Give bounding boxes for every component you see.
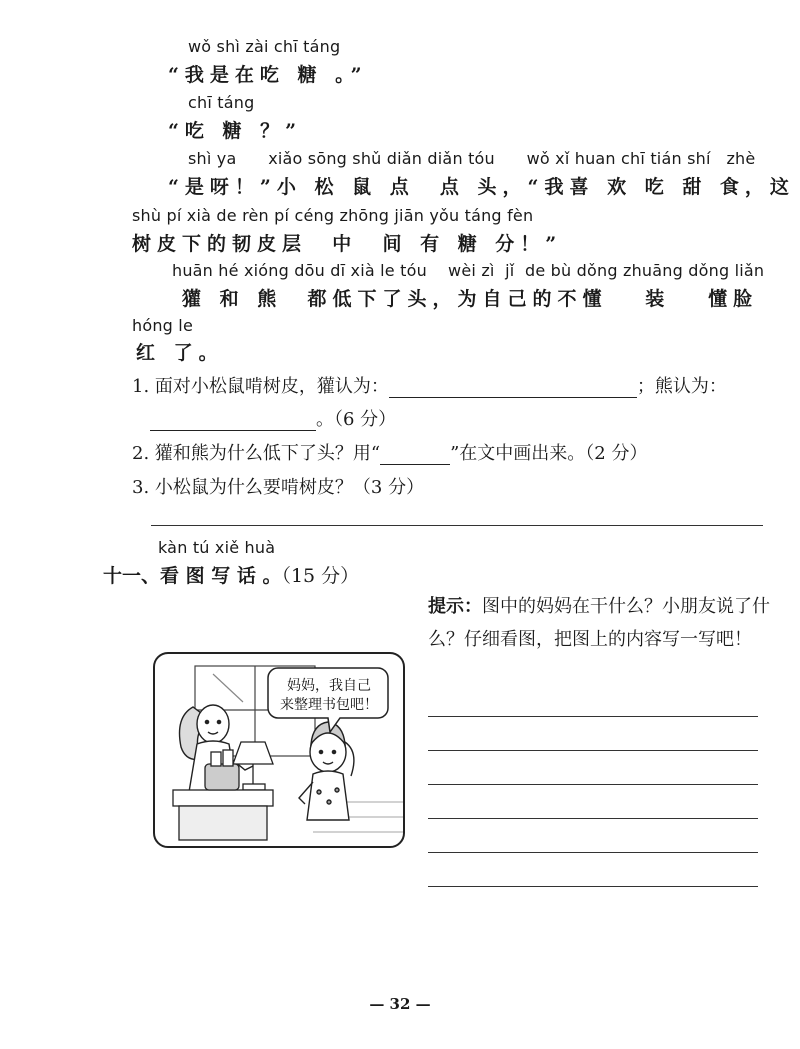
writing-line-2[interactable] — [428, 750, 758, 751]
hint-text: 图中的妈妈在干什么？小朋友说了什么？仔细看图，把图上的内容写一写吧！ — [428, 596, 770, 650]
question-2 — [132, 439, 647, 465]
hint-label: 提示： — [428, 596, 482, 617]
bubble-text-1: 妈妈，我自己 — [287, 678, 371, 694]
answer-line-q3[interactable] — [151, 525, 763, 526]
table — [173, 790, 273, 840]
writing-line-6[interactable] — [428, 886, 758, 887]
pinyin-line-2: chī táng — [188, 93, 255, 112]
question-1 — [132, 372, 727, 398]
text-line-4: 树皮下的韧皮层 中 间 有 糖 分！” — [132, 233, 563, 255]
text-line-1: “我是在吃 糖 。” — [168, 64, 368, 86]
hint-box — [428, 590, 773, 656]
writing-line-4[interactable] — [428, 818, 758, 819]
answer-blank-bear[interactable] — [150, 412, 316, 431]
answer-blank-badger[interactable] — [389, 379, 637, 398]
writing-line-3[interactable] — [428, 784, 758, 785]
pinyin-line-3: shì ya xiǎo sōng shǔ diǎn diǎn tóu wǒ xǐ huan chī tián shí zhè — [188, 149, 756, 168]
question-1-continued — [150, 405, 396, 431]
text-line-2: “吃 糖 ？” — [168, 120, 303, 142]
underline-sample — [380, 446, 450, 465]
pinyin-line-6: hóng le — [132, 316, 194, 335]
section-11-heading — [103, 561, 359, 588]
section-11-score: （15 分） — [281, 565, 360, 587]
text-line-6: 红 了。 — [136, 342, 224, 364]
pinyin-line-4: shù pí xià de rèn pí céng zhōng jiān yǒu táng fèn — [132, 206, 534, 225]
cartoon-illustration — [153, 652, 405, 848]
question-3: 3. 小松鼠为什么要啃树皮？（3 分） — [132, 477, 425, 498]
writing-line-5[interactable] — [428, 852, 758, 853]
question-2-text: 2. 獾和熊为什么低下了头？用“ — [132, 443, 381, 464]
question-1-score: 。（6 分） — [316, 409, 397, 430]
question-2-text-2: ”在文中画出来。（2 分） — [450, 443, 648, 464]
question-1-text: 1. 面对小松鼠啃树皮，獾认为： — [132, 376, 389, 397]
section-11-pinyin: kàn tú xiě huà — [158, 538, 276, 557]
pinyin-line-1: wǒ shì zài chī táng — [188, 37, 341, 56]
pinyin-line-5: huān hé xióng dōu dī xià le tóu wèi zì jǐ de bù dǒng zhuāng dǒng liǎn — [172, 261, 765, 280]
text-line-3: “是呀！”小 松 鼠 点 点 头，“我喜 欢 吃 甜 食，这 — [168, 176, 795, 198]
writing-line-1[interactable] — [428, 716, 758, 717]
bubble-text-2: 来整理书包吧！ — [280, 697, 378, 713]
question-1-text-2: ；熊认为： — [636, 376, 727, 397]
page-number: — 32 — — [369, 995, 431, 1013]
text-line-5: 獾 和 熊 都低下了头，为自己的不懂 装 懂脸 — [182, 288, 759, 310]
section-11-title: 十一、看 图 写 话 。 — [103, 565, 282, 587]
